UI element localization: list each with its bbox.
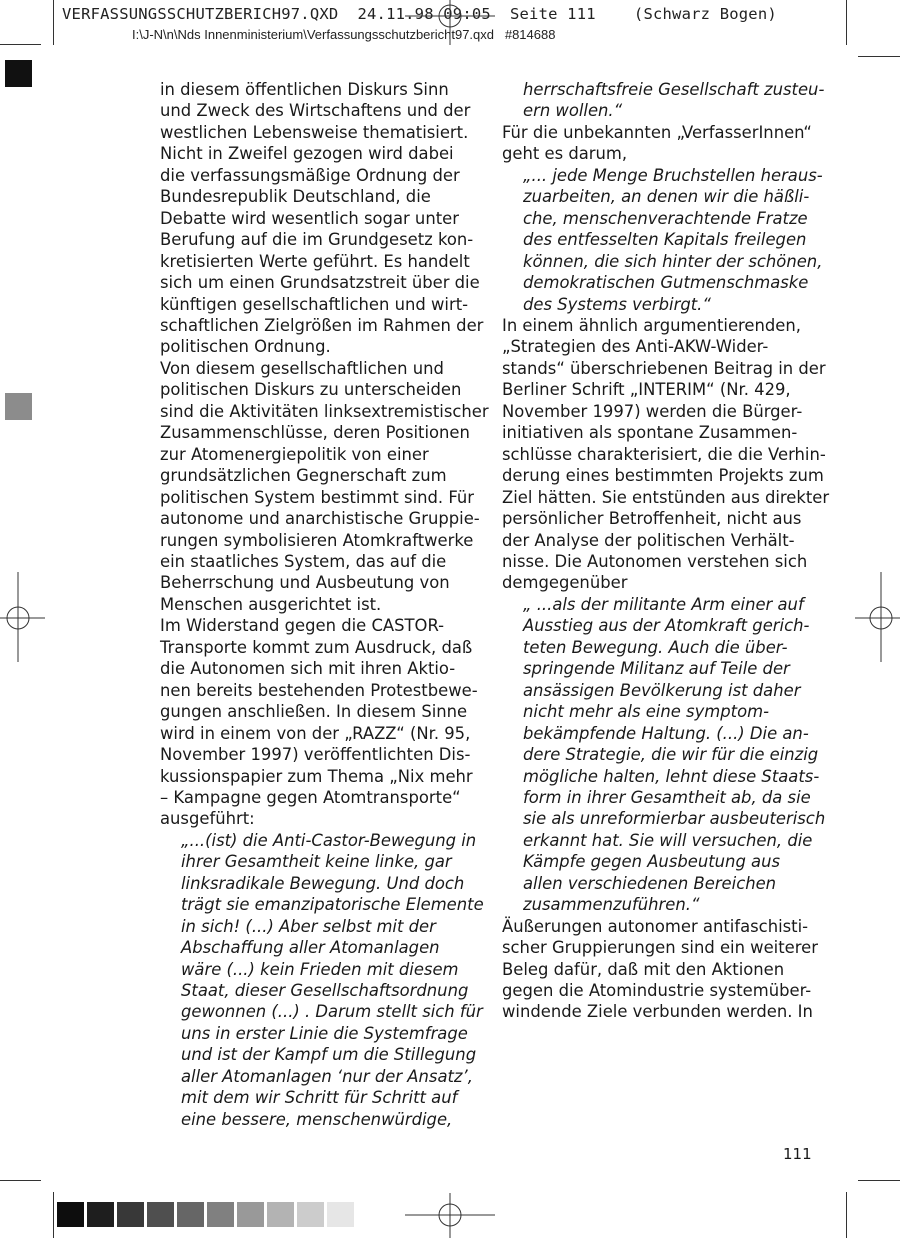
registration-mark-right	[855, 572, 900, 662]
text-line: ein staatliches System, das auf die	[160, 551, 447, 571]
text-line: persönlicher Betroffenheit, nicht aus	[502, 509, 802, 529]
quote-line: in sich! (...) Aber selbst mit der	[181, 916, 436, 936]
gray-swatch	[237, 1202, 264, 1227]
quote-line: demokratischen Gutmenschmaske	[523, 273, 809, 293]
quote-line: ern wollen.“	[523, 101, 623, 121]
text-line: – Kampagne gegen Atomtransporte“	[160, 787, 461, 807]
quote-line: uns in erster Linie die Systemfrage	[181, 1023, 468, 1043]
text-line: ausgeführt:	[160, 809, 255, 829]
text-line: Von diesem gesellschaftlichen und	[160, 358, 444, 378]
quote-line: aller Atomanlagen ‘nur der Ansatz’,	[181, 1066, 473, 1086]
text-line: schlüsse charakterisiert, die die Verhin-	[502, 444, 826, 464]
text-line: autonome und anarchistische Gruppie-	[160, 509, 480, 529]
quote-line: gewonnen (...) . Darum stellt sich für	[181, 1002, 483, 1022]
quote-line: herrschaftsfreie Gesellschaft zusteu-	[523, 80, 825, 99]
quote-line: zuarbeiten, an denen wir die häßli-	[523, 187, 810, 207]
text-line: künftigen gesellschaftlichen und wirt-	[160, 294, 469, 314]
text-line: demgegenüber	[502, 573, 628, 593]
quote-line: „...(ist) die Anti-Castor-Bewegung in	[181, 830, 477, 850]
gray-swatch	[327, 1202, 354, 1227]
quote-line: Ausstieg aus der Atomkraft gerich-	[523, 616, 810, 636]
text-line: Zusammenschlüsse, deren Positionen	[160, 423, 470, 443]
gray-marker-square	[5, 393, 32, 420]
gray-swatch	[177, 1202, 204, 1227]
slug-file-path: I:\J-N\n\Nds Innenministerium\Verfassungsschutzbericht97.qxd #814688	[132, 27, 556, 42]
text-line: die verfassungsmäßige Ordnung der	[160, 165, 460, 185]
text-line: die Autonomen sich mit ihren Aktio-	[160, 659, 456, 679]
quote-line: „ ...als der militante Arm einer auf	[523, 594, 804, 614]
text-line: zur Atomenergiepolitik von einer	[160, 444, 429, 464]
gray-swatch	[87, 1202, 114, 1227]
text-line: Berliner Schrift „INTERIM“ (Nr. 429,	[502, 380, 791, 400]
text-line: kretisierten Werte geführt. Es handelt	[160, 251, 470, 271]
text-line: November 1997) veröffentlichten Dis-	[160, 745, 471, 765]
registration-mark-bottom	[405, 1193, 495, 1238]
quote-line: mit dem wir Schritt für Schritt auf	[181, 1088, 458, 1108]
gray-swatch	[147, 1202, 174, 1227]
quote-line: Abschaffung aller Atomanlagen	[181, 938, 440, 958]
text-line: Beleg dafür, daß mit den Aktionen	[502, 959, 785, 979]
registration-mark-left	[0, 572, 45, 662]
page-number: 111	[783, 1145, 812, 1163]
grayscale-color-bar	[57, 1202, 357, 1227]
gray-swatch	[297, 1202, 324, 1227]
quote-line: „... jede Menge Bruchstellen heraus-	[523, 165, 823, 185]
text-line: sind die Aktivitäten linksextremistischer	[160, 401, 489, 421]
gray-swatch	[207, 1202, 234, 1227]
black-marker-square	[5, 60, 32, 87]
text-line: geht es darum,	[502, 144, 628, 164]
quote-line: ihrer Gesamtheit keine linke, gar	[181, 852, 452, 872]
text-line: schaftlichen Zielgrößen im Rahmen der	[160, 315, 484, 335]
text-line: politischen Diskurs zu unterscheiden	[160, 380, 462, 400]
text-line: Menschen ausgerichtet ist.	[160, 594, 382, 614]
text-line: stands“ überschriebenen Beitrag in der	[502, 358, 826, 378]
quote-line: linksradikale Bewegung. Und doch	[181, 873, 465, 893]
text-line: nen bereits bestehenden Protestbewe-	[160, 680, 478, 700]
text-line: Bundesrepublik Deutschland, die	[160, 187, 431, 207]
text-line: sich um einen Grundsatzstreit über die	[160, 273, 480, 293]
text-line: Ziel hätten. Sie entstünden aus direkter	[502, 487, 830, 507]
quote-line: erkannt hat. Sie will versuchen, die	[523, 830, 813, 850]
text-line: Transporte kommt zum Ausdruck, daß	[160, 637, 473, 657]
text-line: gegen die Atomindustrie systemüber-	[502, 981, 812, 1001]
quote-line: teten Bewegung. Auch die über-	[523, 637, 788, 657]
left-text-column	[160, 79, 489, 1130]
text-line: In einem ähnlich argumentierenden,	[502, 315, 801, 335]
quote-line: che, menschenverachtende Fratze	[523, 208, 808, 228]
slug-header: VERFASSUNGSSCHUTZBERICH97.QXD 24.11.98 09:05 Seite 111 (Schwarz Bogen)	[62, 5, 777, 23]
text-line: westlichen Lebensweise thematisiert.	[160, 122, 469, 142]
text-line: initiativen als spontane Zusammen-	[502, 423, 798, 443]
quote-line: können, die sich hinter der schönen,	[523, 251, 823, 271]
gray-swatch	[267, 1202, 294, 1227]
quote-line: ansässigen Bevölkerung ist daher	[523, 680, 801, 700]
quote-line: Kämpfe gegen Ausbeutung aus	[523, 852, 781, 872]
text-line: nisse. Die Autonomen verstehen sich	[502, 551, 808, 571]
text-line: derung eines bestimmten Projekts zum	[502, 466, 824, 486]
quote-line: nicht mehr als eine symptom-	[523, 702, 769, 722]
gray-swatch	[117, 1202, 144, 1227]
text-line: windende Ziele verbunden werden. In	[502, 1002, 813, 1022]
quote-line: mögliche halten, lehnt diese Staats-	[523, 766, 820, 786]
quote-line: des entfesselten Kapitals freilegen	[523, 230, 807, 250]
quote-line: form in ihrer Gesamtheit ab, da sie	[523, 787, 811, 807]
gray-swatch	[57, 1202, 84, 1227]
text-line: Nicht in Zweifel gezogen wird dabei	[160, 144, 454, 164]
text-line: Debatte wird wesentlich sogar unter	[160, 208, 459, 228]
text-line: politischen System bestimmt sind. Für	[160, 487, 475, 507]
quote-line: des Systems verbirgt.“	[523, 294, 711, 314]
registration-mark-top	[405, 0, 495, 45]
text-line: scher Gruppierungen sind ein weiterer	[502, 938, 818, 958]
quote-line: dere Strategie, die wir für die einzig	[523, 745, 819, 765]
text-line: politischen Ordnung.	[160, 337, 331, 357]
quote-line: und ist der Kampf um die Stillegung	[181, 1045, 477, 1065]
text-line: der Analyse der politischen Verhält-	[502, 530, 795, 550]
quote-line: eine bessere, menschenwürdige,	[181, 1109, 453, 1129]
text-line: Äußerungen autonomer antifaschisti-	[502, 916, 809, 936]
text-line: November 1997) werden die Bürger-	[502, 401, 803, 421]
text-line: kussionspapier zum Thema „Nix mehr	[160, 766, 473, 786]
text-line: Für die unbekannten „VerfasserInnen“	[502, 122, 812, 142]
text-line: grundsätzlichen Gegnerschaft zum	[160, 466, 447, 486]
quote-line: trägt sie emanzipatorische Elemente	[181, 895, 484, 915]
text-line: in diesem öffentlichen Diskurs Sinn	[160, 80, 449, 99]
quote-line: bekämpfende Haltung. (...) Die an-	[523, 723, 809, 743]
text-line: und Zweck des Wirtschaftens und der	[160, 101, 471, 121]
text-line: „Strategien des Anti-AKW-Wider-	[502, 337, 769, 357]
text-line: gungen anschließen. In diesem Sinne	[160, 702, 468, 722]
quote-line: zusammenzuführen.“	[523, 895, 700, 915]
quote-line: allen verschiedenen Bereichen	[523, 873, 777, 893]
quote-line: sie als unreformierbar ausbeuterisch	[523, 809, 826, 829]
quote-line: Staat, dieser Gesellschaftsordnung	[181, 981, 469, 1001]
text-line: Im Widerstand gegen die CASTOR-	[160, 616, 445, 636]
text-line: Berufung auf die im Grundgesetz kon-	[160, 230, 474, 250]
quote-line: wäre (...) kein Frieden mit diesem	[181, 959, 459, 979]
text-line: rungen symbolisieren Atomkraftwerke	[160, 530, 474, 550]
right-text-column	[502, 79, 830, 1023]
text-line: Beherrschung und Ausbeutung von	[160, 573, 450, 593]
text-line: wird in einem von der „RAZZ“ (Nr. 95,	[160, 723, 471, 743]
quote-line: springende Militanz auf Teile der	[523, 659, 790, 679]
